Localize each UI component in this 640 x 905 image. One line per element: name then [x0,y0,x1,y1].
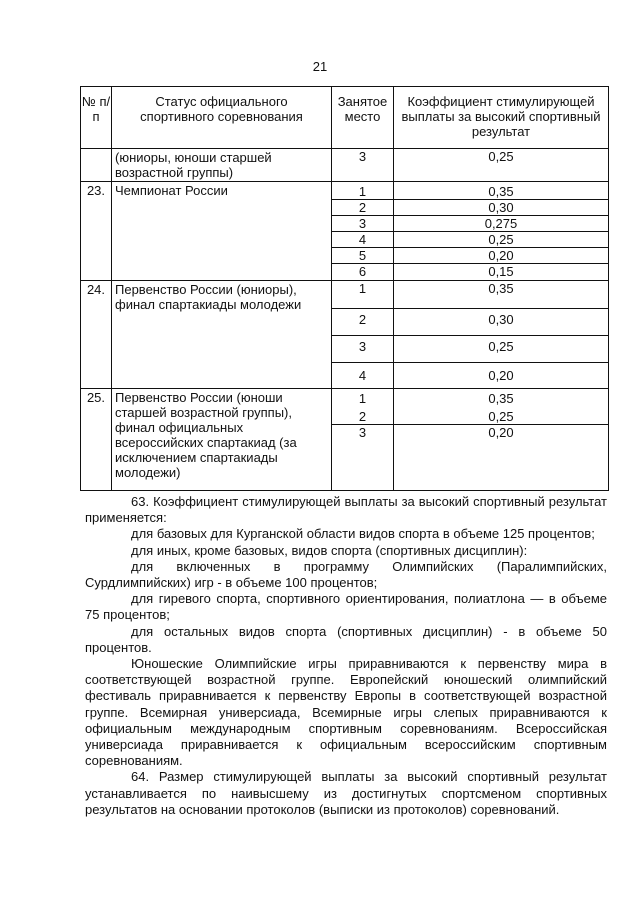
coefficients-table [80,86,609,491]
page-number: 21 [312,59,328,74]
table-row [81,389,609,491]
coefficient-cell: 0,25 [488,149,514,164]
coefficient-cell: 0,35 [488,281,514,296]
coefficient-cell: 0,25 [394,409,608,425]
coefficient-cell: 0,30 [394,200,608,216]
header-status: Статус официального спортивного соревнования [112,87,332,149]
coefficient-cell: 0,35 [488,391,514,406]
place-cell: 1 [332,184,393,200]
paragraph: для базовых для Курганской области видов спорта в объеме 125 процентов; [131,526,595,542]
row-status: Первенство России (юноши старшей возрастной группы), финал официальных всероссийских спартакиад (за исключением спартакиады молодежи) [112,389,332,491]
coefficient-cell: 0,25 [394,232,608,248]
paragraph: для гиревого спорта, спортивного ориентирования, полиатлона — в объеме 75 процентов; [85,591,607,623]
row-status: Чемпионат России [112,182,332,281]
place-cell: 2 [332,308,393,335]
table-row [81,149,609,182]
place-cell: 3 [332,335,393,362]
coefficient-cell: 0,275 [394,216,608,232]
header-coefficient: Коэффициент стимулирующей выплаты за высокий спортивный результат [394,87,609,149]
paragraph: для остальных видов спорта (спортивных дисциплин) - в объеме 50 процентов. [85,623,607,655]
coefficient-cell: 0,20 [394,362,608,387]
place-cell: 5 [332,248,393,264]
place-cell: 4 [332,232,393,248]
table-header-row [81,87,609,149]
place-cell: 1 [358,391,367,406]
header-number: № п/п [81,87,112,149]
row-places [332,182,394,281]
place-cell: 6 [358,264,367,279]
place-cell: 3 [358,425,367,440]
table-row [81,182,609,281]
row-number: 25. [81,389,112,491]
table-row [81,281,609,389]
row-coefficients [394,389,609,491]
coefficient-cell: 0,25 [394,335,608,362]
place-cell: 1 [358,281,367,296]
coefficient-cell: 0,35 [394,184,608,200]
coefficient-cell: 0,20 [394,248,608,264]
coefficient-cell: 0,15 [488,264,514,279]
row-number [81,149,112,182]
coefficient-cell: 0,20 [488,425,514,440]
row-coefficients [394,149,609,182]
coefficient-cell: 0,30 [394,308,608,335]
row-coefficients [394,182,609,281]
header-place: Занятое место [332,87,394,149]
paragraph-64: 64. Размер стимулирующей выплаты за высокий спортивный результат устанавливается по наивысшему из достигнутых спортсменом спортивных результатов на основании протоколов (выписки из протоколов) соревнований. [85,769,607,817]
paragraph: Юношеские Олимпийские игры приравниваются к первенству мира в соответствующей возрастной группе. Европейский юношеский олимпийский фестиваль приравнивается к первенству Европы в соответствующей возрастной группе. Всемирная универсиада, Всемирные игры слепых приравниваются к официальным международным спортивным соревнованиям. Всероссийская универсиада приравнивается к официальным всероссийским спортивным соревнованиям. [85,656,607,769]
row-status: (юниоры, юноши старшей возрастной группы) [112,149,332,182]
row-places [332,389,394,491]
paragraph: для иных, кроме базовых, видов спорта (спортивных дисциплин): [131,542,528,558]
row-status: Первенство России (юниоры), финал спартакиады молодежи [112,281,332,389]
place-cell: 3 [332,216,393,232]
place-cell: 3 [358,149,367,164]
place-cell: 2 [332,200,393,216]
row-number: 24. [81,281,112,389]
row-coefficients [394,281,609,389]
row-number: 23. [81,182,112,281]
place-cell: 2 [332,409,393,425]
place-cell: 4 [332,362,393,387]
row-places [332,149,394,182]
paragraph: для включенных в программу Олимпийских (Паралимпийских, Сурдлимпийских) игр - в объеме 100 процентов; [85,558,607,591]
paragraph-63: 63. Коэффициент стимулирующей выплаты за высокий спортивный результат применяется: [85,494,607,526]
body-text [85,494,607,818]
row-places [332,281,394,389]
